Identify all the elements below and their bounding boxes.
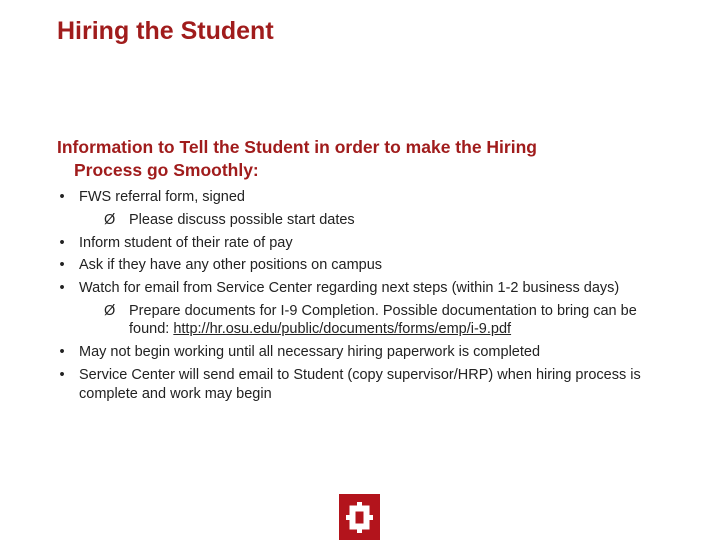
sub-list-item-text: Please discuss possible start dates: [129, 211, 355, 228]
list-item-text: Watch for email from Service Center regarding next steps (within 1-2 business days): [79, 280, 620, 297]
slide-title: Hiring the Student: [57, 17, 274, 45]
sub-list-item: [57, 302, 657, 339]
sub-list-item: [57, 211, 657, 230]
block-o-logo-icon: [339, 494, 380, 540]
list-item-text: FWS referral form, signed: [79, 189, 245, 205]
list-item: [57, 279, 657, 298]
bullet-list: [57, 188, 657, 407]
sub-list-item-text: Prepare documents for I-9 Completion. Possible documentation to bring can be found:: [129, 302, 637, 338]
list-item: [57, 234, 657, 253]
bullet-icon: •: [59, 344, 65, 361]
list-item: [57, 343, 657, 362]
arrow-bullet-icon: Ø: [104, 211, 116, 228]
section-heading-line-1: Information to Tell the Student in order to make the Hiring: [57, 137, 537, 157]
i9-documents-link[interactable]: http://hr.osu.edu/public/documents/forms/emp/i-9.pdf: [173, 321, 512, 338]
list-item: [57, 188, 657, 207]
section-heading-line-2: Process go Smoothly:: [74, 160, 259, 180]
bullet-icon: •: [59, 257, 65, 274]
list-item-text: Service Center will send email to Student (copy supervisor/HRP) when hiring process is complete and work may begin: [79, 367, 641, 402]
list-item-text: May not begin working until all necessary hiring paperwork is completed: [79, 344, 541, 361]
bullet-icon: •: [59, 189, 65, 205]
block-o-logo-svg: [339, 494, 380, 540]
bullet-icon: •: [59, 234, 65, 251]
list-item: [57, 366, 657, 403]
list-item-text: Ask if they have any other positions on campus: [79, 257, 383, 274]
list-item: [57, 256, 657, 275]
bullet-icon: •: [59, 280, 65, 297]
arrow-bullet-icon: Ø: [104, 302, 116, 319]
bullet-icon: •: [59, 367, 65, 384]
list-item-text: Inform student of their rate of pay: [79, 234, 293, 251]
section-heading: [57, 136, 657, 182]
